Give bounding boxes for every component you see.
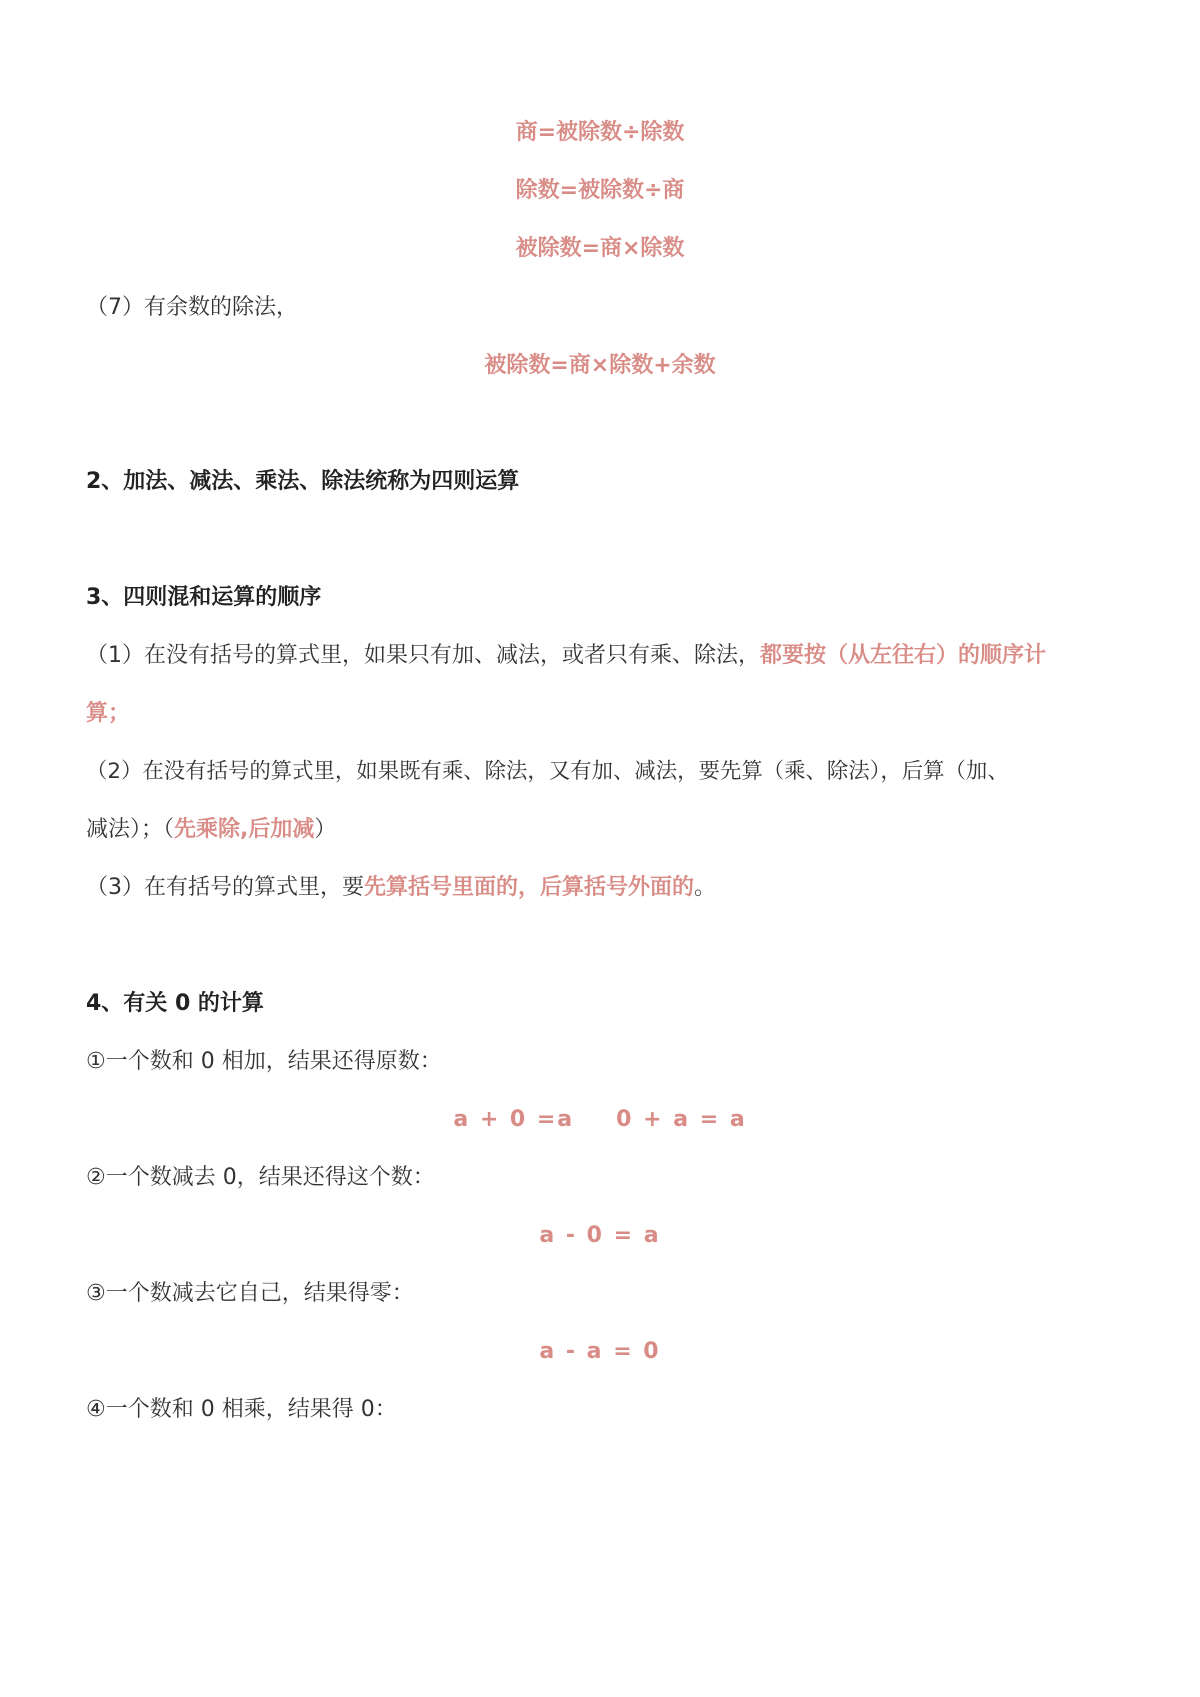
rule2-end: ） — [314, 817, 337, 842]
item7-label: （7）有余数的除法， — [86, 295, 298, 320]
rule2-line1: （2）在没有括号的算式里，如果既有乘、除法，又有加、减法，要先算（乘、除法），后算（加、 — [86, 759, 1009, 784]
zero-formula-1 — [0, 1100, 1200, 1140]
rule3-plain: （3）在有括号的算式里，要 — [86, 875, 364, 900]
rule3-highlight: 先算括号里面的，后算括号外面的 — [364, 875, 695, 900]
zero-item-3: ③一个数减去它自己，结果得零： — [86, 1281, 414, 1306]
section2-heading: 2、加法、减法、乘法、除法统称为四则运算 — [86, 469, 520, 494]
section4-heading: 4、有关 0 的计算 — [86, 991, 264, 1016]
formula-dividend: 被除数=商×除数 — [515, 236, 685, 261]
formula-remainder: 被除数=商×除数+余数 — [484, 353, 716, 378]
section3-heading: 3、四则混和运算的顺序 — [86, 585, 322, 610]
rule2-plain: 减法）；（ — [86, 817, 175, 842]
rule2-line2 — [86, 810, 1126, 850]
rule2-highlight: 先乘除,后加减 — [174, 817, 315, 842]
zero-formula-1a: a + 0 =a — [453, 1107, 575, 1132]
rule1-line2: 算； — [86, 701, 131, 726]
formula-quotient: 商=被除数÷除数 — [515, 120, 685, 145]
rule3-end: 。 — [694, 875, 717, 900]
rule1-plain: （1）在没有括号的算式里，如果只有加、减法，或者只有乘、除法， — [86, 643, 760, 668]
zero-formula-1b: 0 + a = a — [616, 1107, 747, 1132]
zero-formula-3: a - a = 0 — [539, 1339, 661, 1364]
zero-item-2: ②一个数减去 0，结果还得这个数： — [86, 1165, 435, 1190]
zero-formula-2: a - 0 = a — [539, 1223, 661, 1248]
rule3-line — [86, 868, 1126, 908]
zero-item-4: ④一个数和 0 相乘，结果得 0： — [86, 1397, 397, 1422]
formula-divisor: 除数=被除数÷商 — [515, 178, 685, 203]
zero-item-1: ①一个数和 0 相加，结果还得原数： — [86, 1049, 442, 1074]
rule1-line1 — [86, 636, 1126, 676]
rule1-highlight: 都要按（从左往右）的顺序计 — [760, 643, 1047, 668]
